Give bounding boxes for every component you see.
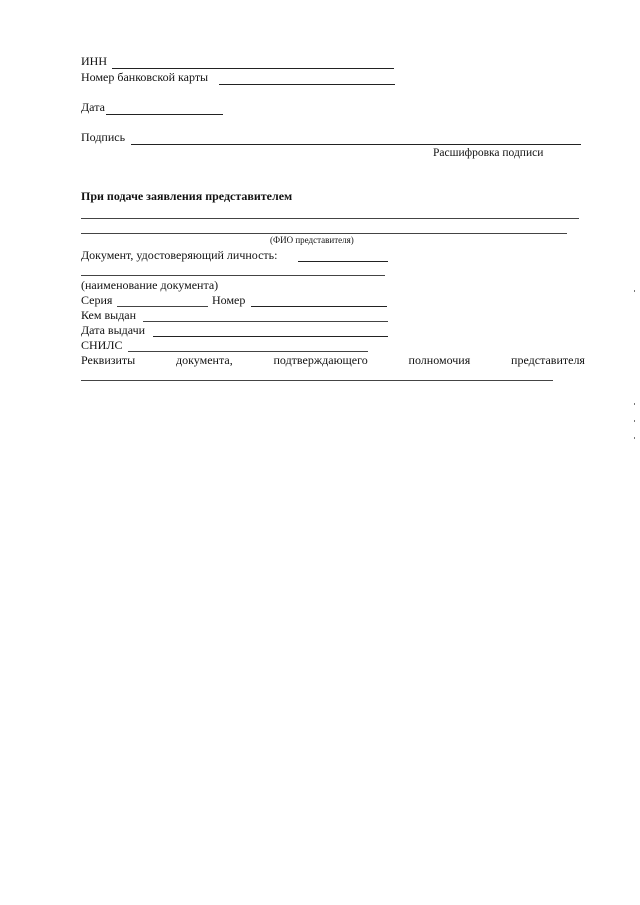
id-document-label: Документ, удостоверяющий личность: [81,248,278,262]
representative-heading: При подаче заявления представителем [81,189,293,203]
representative-fio-line-1[interactable] [81,218,579,219]
representative-fio-line-2[interactable] [81,233,567,234]
inn-label: ИНН [81,54,107,68]
fio-caption: (ФИО представителя) [270,235,354,245]
authority-word: представителя [511,353,585,367]
signature-decode-caption: Расшифровка подписи [433,147,544,159]
signature-label: Подпись [81,130,126,144]
document-name-caption: (наименование документа) [81,278,219,292]
series-label: Серия [81,293,113,307]
date-label: Дата [81,100,105,114]
authority-word: Реквизиты [81,353,136,367]
issued-by-field[interactable] [143,321,388,322]
scan-speck [634,403,635,405]
issued-by-label: Кем выдан [81,308,137,322]
authority-document-label [81,354,585,366]
document-name-field[interactable] [81,275,385,276]
authority-document-field[interactable] [81,380,553,381]
number-field[interactable] [251,306,387,307]
authority-word: полномочия [408,353,471,367]
scan-speck [634,420,635,422]
id-document-field[interactable] [298,261,388,262]
scan-speck [634,290,635,292]
issue-date-field[interactable] [153,336,388,337]
snils-label: СНИЛС [81,338,123,352]
card-number-label: Номер банковской карты [81,70,209,84]
number-label: Номер [212,293,246,307]
signature-field[interactable] [131,144,581,145]
date-field[interactable] [106,114,223,115]
snils-field[interactable] [128,351,368,352]
scan-speck [634,437,635,439]
issue-date-label: Дата выдачи [81,323,146,337]
inn-field[interactable] [112,68,394,69]
card-number-field[interactable] [219,84,395,85]
authority-word: подтверждающего [273,353,368,367]
authority-word: документа, [176,353,233,367]
series-field[interactable] [117,306,208,307]
